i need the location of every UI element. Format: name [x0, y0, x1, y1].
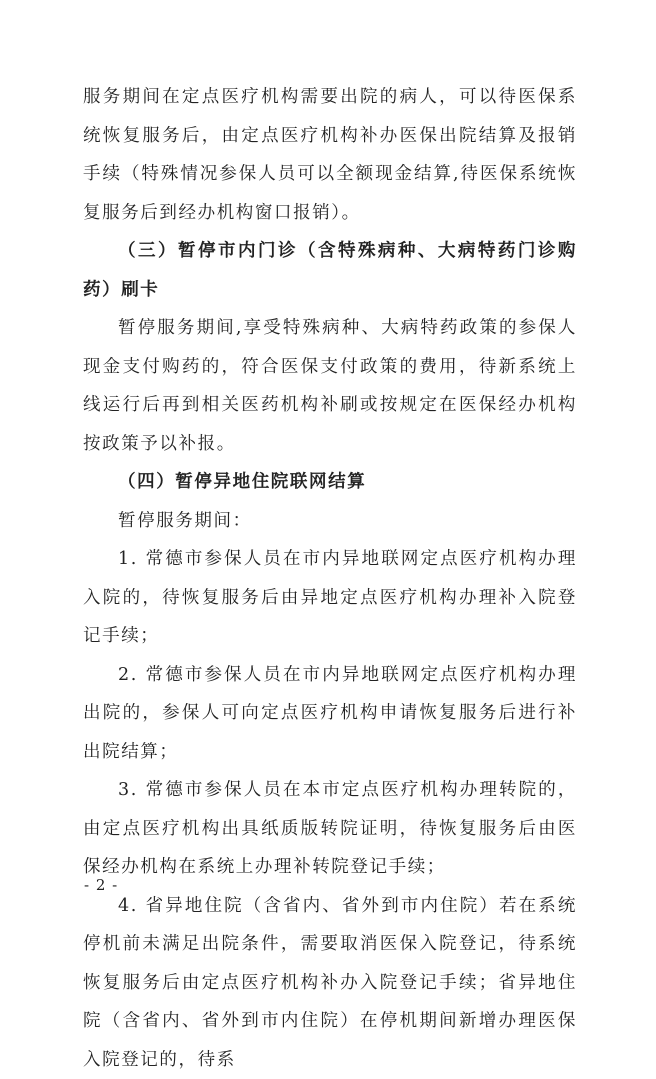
list-item-4: 4. 省异地住院（含省内、省外到市内住院）若在系统停机前未满足出院条件，需要取消医保入院登记，待系统恢复服务后由定点医疗机构补办入院登记手续；省异地住院（含省内、省外到市内住院）在停机期间新增办理医保入院登记的，待系	[83, 887, 577, 1079]
list-item-3: 3. 常德市参保人员在本市定点医疗机构办理转院的，由定点医疗机构出具纸质版转院证明，待恢复服务后由医保经办机构在系统上办理补转院登记手续；	[83, 771, 577, 887]
list-item-2: 2. 常德市参保人员在市内异地联网定点医疗机构办理出院的，参保人可向定点医疗机构申请恢复服务后进行补出院结算；	[83, 656, 577, 772]
section-heading-4: （四）暂停异地住院联网结算	[83, 463, 577, 502]
paragraph-special-disease: 暂停服务期间,享受特殊病种、大病特药政策的参保人现金支付购药的，符合医保支付政策的费用，待新系统上线运行后再到相关医药机构补刷或按规定在医保经办机构按政策予以补报。	[83, 309, 577, 463]
paragraph-continuation: 服务期间在定点医疗机构需要出院的病人，可以待医保系统恢复服务后，由定点医疗机构补办医保出院结算及报销手续（特殊情况参保人员可以全额现金结算,待医保系统恢复服务后到经办机构窗口报销）。	[83, 78, 577, 232]
section-heading-3: （三）暂停市内门诊（含特殊病种、大病特药门诊购药）刷卡	[83, 232, 577, 309]
document-body	[83, 78, 577, 1079]
list-item-1: 1. 常德市参保人员在市内异地联网定点医疗机构办理入院的，待恢复服务后由异地定点医疗机构办理补入院登记手续；	[83, 540, 577, 656]
page-number: - 2 -	[84, 876, 118, 894]
paragraph-suspension-period: 暂停服务期间：	[83, 502, 577, 541]
